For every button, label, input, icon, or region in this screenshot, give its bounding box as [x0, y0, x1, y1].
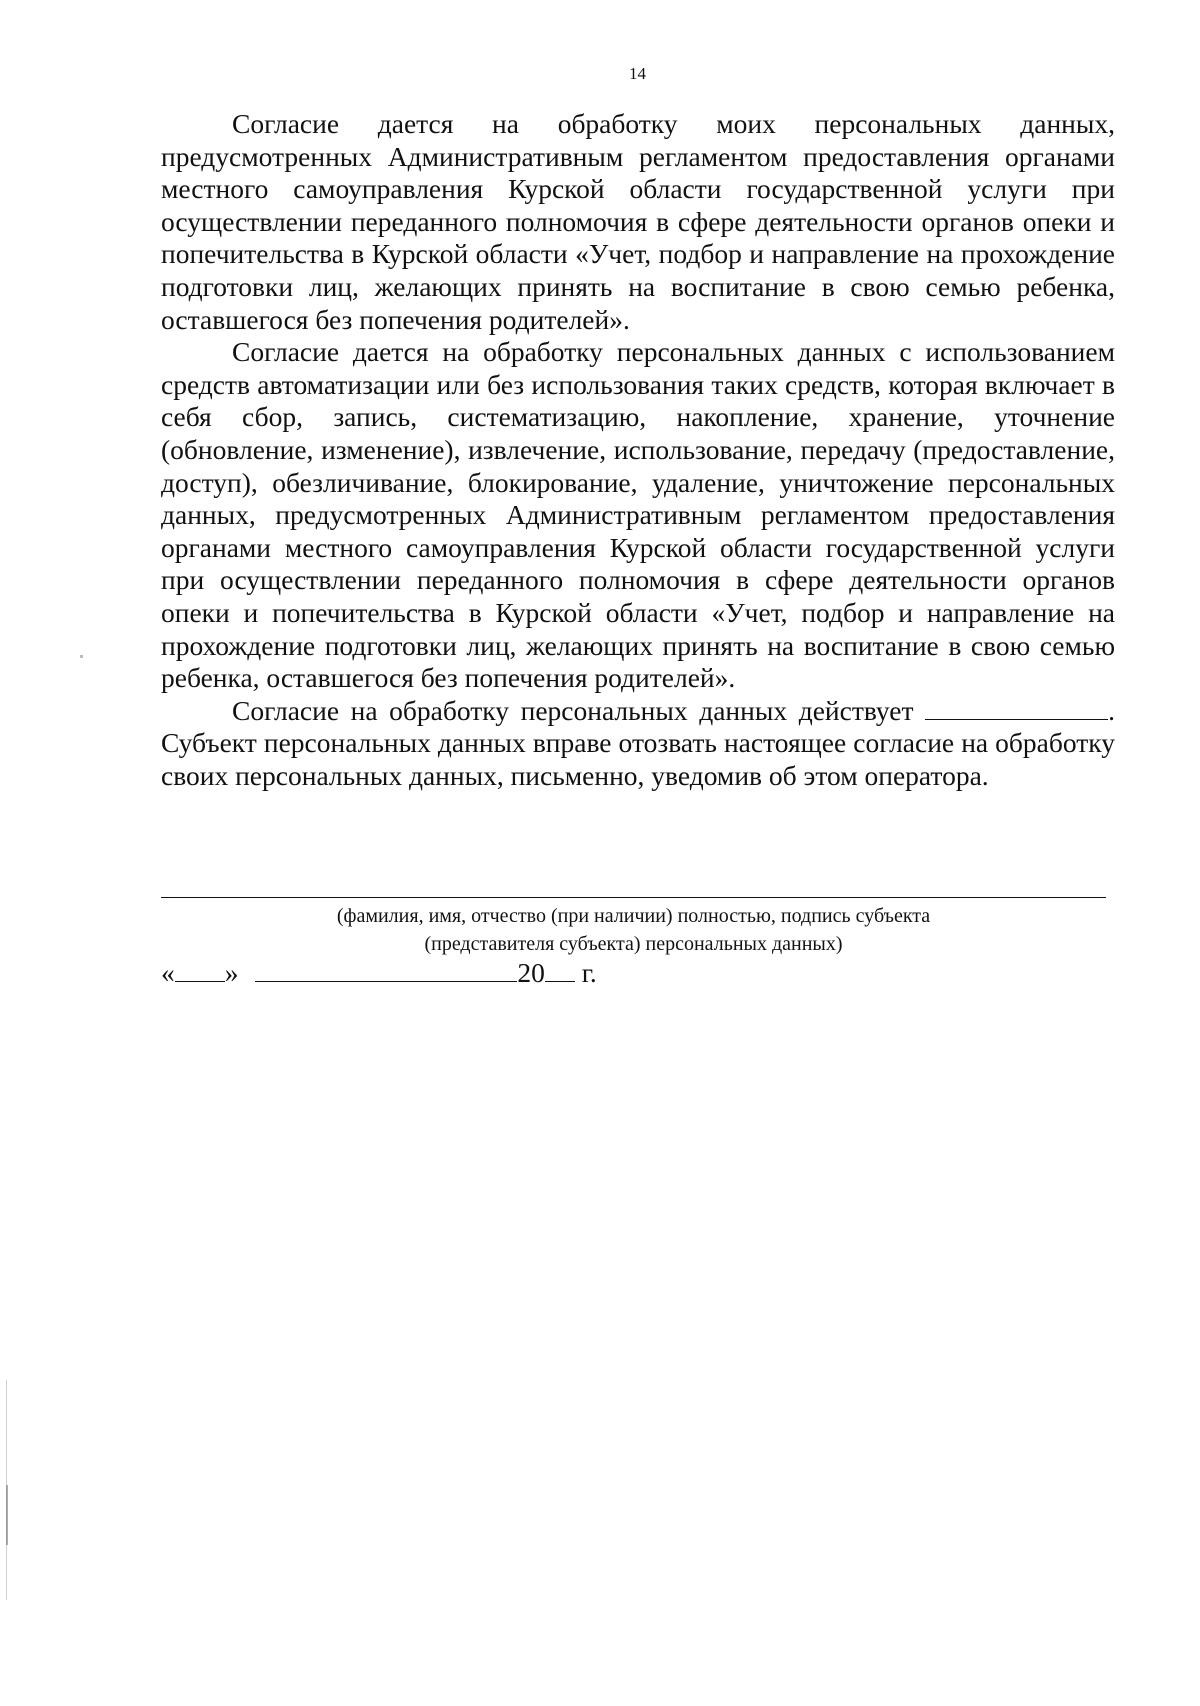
processing-paragraph: Согласие дается на обработку персональных данных с использованием средств автоматизации или без использования таких средств, которая включает в себя сбор, запись, систематизацию, накопление, хранение, уточнение (обновление, изменение), извлечение, использование, передачу (предоставление, доступ), обезличивание, блокирование, удаление, уничтожение персональных данных, предусмотренных Административным регламентом предоставления органами местного самоуправления Курской области государственной услуги при осуществлении переданного полномочия в сфере деятельности органов опеки и попечительства в Курской области «Учет, подбор и направление на прохождение подготовки лиц, желающих принять на воспитание в свою семью ребенка, оставшегося без попечения родителей».	[161, 336, 1115, 694]
signature-caption-line-2: (представителя субъекта) персональных данных)	[424, 933, 843, 955]
scan-artifact	[6, 1485, 8, 1545]
validity-text-before: Согласие на обработку персональных данных действует	[232, 694, 914, 726]
signature-caption-line-1: (фамилия, имя, отчество (при наличии) полностью, подпись субъекта	[336, 905, 931, 927]
year-blank[interactable]	[545, 957, 575, 982]
day-blank[interactable]	[175, 957, 225, 982]
document-body	[161, 108, 1115, 792]
validity-text-after: . Субъект персональных данных вправе отозвать настоящее согласие на обработку своих персональных данных, письменно, уведомив об этом оператора.	[161, 694, 1115, 791]
signature-caption	[161, 902, 1106, 958]
date-close-quote: »	[224, 957, 239, 988]
month-blank[interactable]	[255, 957, 517, 982]
date-open-quote: «	[161, 957, 175, 988]
scan-artifact	[80, 655, 83, 658]
date-row	[161, 957, 597, 989]
consent-paragraph: Согласие дается на обработку моих персональных данных, предусмотренных Административным регламентом предоставления органами местного самоуправления Курской области государственной услуги при осуществлении переданного полномочия в сфере деятельности органов опеки и попечительства в Курской области «Учет, подбор и направление на прохождение подготовки лиц, желающих принять на воспитание в свою семью ребенка, оставшегося без попечения родителей».	[161, 108, 1115, 335]
page-number: 14	[629, 64, 646, 83]
year-prefix: 20	[517, 957, 545, 988]
signature-line[interactable]	[161, 897, 1106, 898]
year-suffix: г.	[581, 957, 597, 988]
validity-period-blank[interactable]	[925, 697, 1108, 720]
validity-paragraph	[161, 695, 1115, 793]
